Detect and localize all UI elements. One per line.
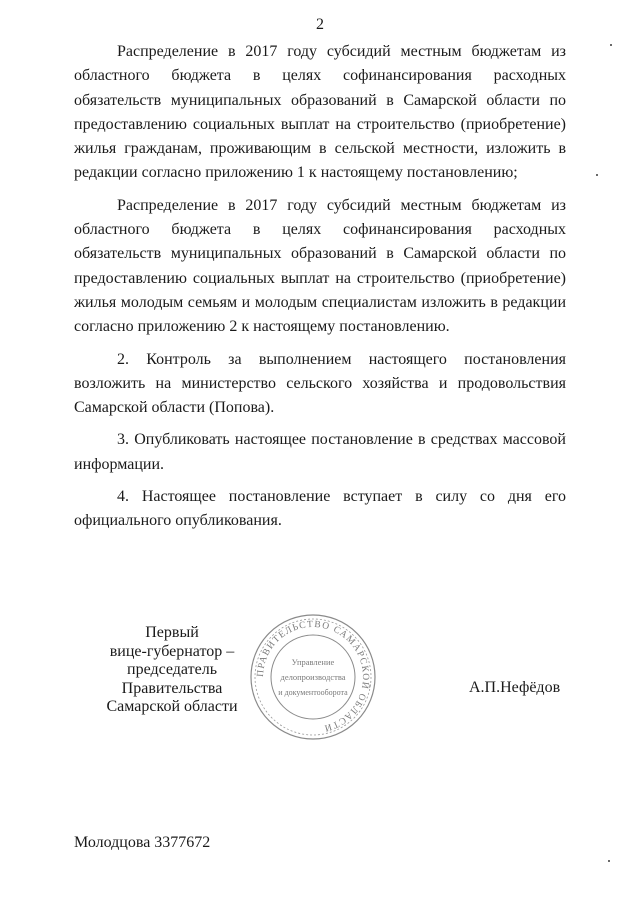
scan-speck xyxy=(608,860,610,862)
signatory-title-line: вице-губернатор – xyxy=(109,642,235,660)
signatory-title-line: председатель Правительства xyxy=(121,661,223,697)
paragraph-publish: 3. Опубликовать настоящее постановление в средствах массовой информации. xyxy=(74,431,566,473)
signatory-title xyxy=(78,624,266,717)
signatory-title-line: Самарской области xyxy=(106,698,238,715)
signatory-title-line: Первый xyxy=(145,624,199,641)
page-number: 2 xyxy=(316,16,324,33)
scan-speck xyxy=(610,44,612,46)
document-body xyxy=(74,40,566,542)
stamp-inner-line: и документооборота xyxy=(278,688,348,697)
paragraph-control: 2. Контроль за выполнением настоящего постановления возложить на министерство сельского хозяйства и продовольствия Самарской области (Попова). xyxy=(74,350,566,417)
scan-speck xyxy=(596,174,598,176)
paragraph-subsidy-young: Распределение в 2017 году субсидий местным бюджетам из областного бюджета в целях софинансирования расходных обязательств муниципальных образований в Самарской области по предоставлению социальных выплат на строительство (приобретение) жилья молодым семьям и молодым специалистам изложить в редакции согласно приложению 2 к настоящему постановлению. xyxy=(74,196,566,336)
paragraph-effective: 4. Настоящее постановление вступает в силу со дня его официального опубликования. xyxy=(74,488,566,530)
official-stamp-seal xyxy=(248,612,378,742)
paragraph-subsidy-rural: Распределение в 2017 году субсидий местным бюджетам из областного бюджета в целях софинансирования расходных обязательств муниципальных образований в Самарской области по предоставлению социальных выплат на строительство (приобретение) жилья гражданам, проживающим в сельской местности, изложить в редакции согласно приложению 1 к настоящему постановлению; xyxy=(74,43,566,182)
stamp-inner-line: делопроизводства xyxy=(280,672,346,682)
signatory-name: А.П.Нефёдов xyxy=(469,679,561,696)
stamp-inner-line: Управление xyxy=(291,657,335,667)
stamp-ring-text: ПРАВИТЕЛЬСТВО САМАРСКОЙ ОБЛАСТИ xyxy=(255,619,371,733)
footer-author-contact: Молодцова 3377672 xyxy=(74,834,211,851)
